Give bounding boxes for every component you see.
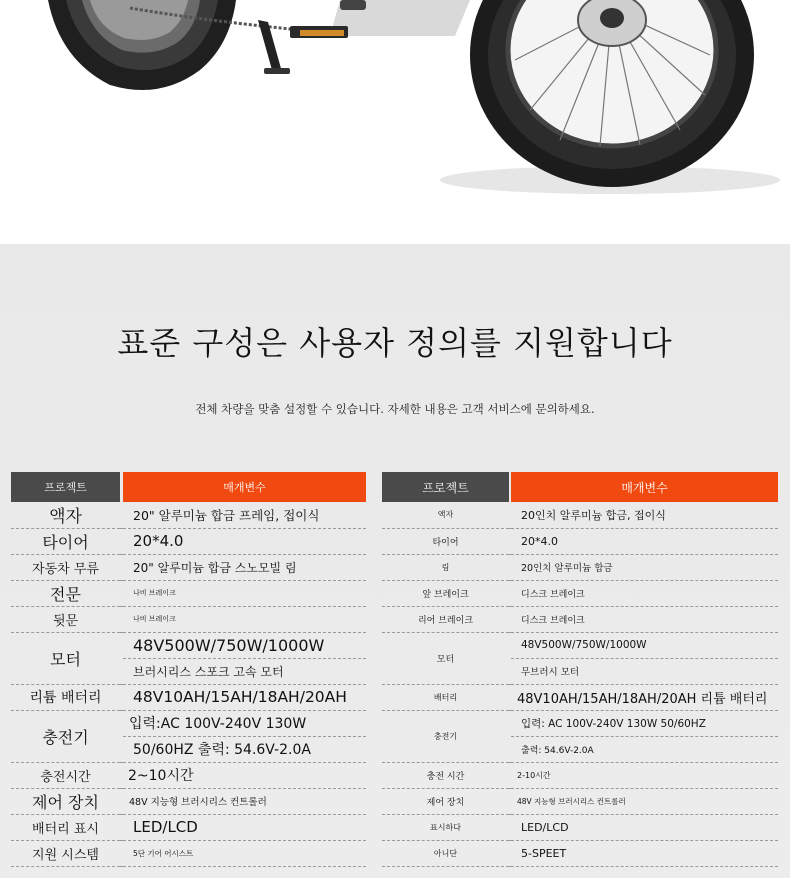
left-head-project: 프로젝트 <box>11 472 120 502</box>
left-value: 48V500W/750W/1000W <box>123 632 366 658</box>
right-value: 2-10시간 <box>511 762 778 788</box>
front-wheel <box>470 0 754 187</box>
right-value: 20*4.0 <box>511 528 778 554</box>
right-key: 앞 브레이크 <box>382 580 509 606</box>
right-head-project: 프로젝트 <box>382 472 509 502</box>
right-value-extra: 무브러시 모터 <box>511 658 778 684</box>
left-value: 5단 기어 어시스트 <box>123 840 366 866</box>
left-key: 지원 시스템 <box>11 840 120 866</box>
right-key: 리어 브레이크 <box>382 606 509 632</box>
left-value: 20" 알루미늄 합금 스노모빌 림 <box>123 554 366 580</box>
right-value: 20인치 알루미늄 합금 <box>511 554 778 580</box>
right-spec-table <box>382 472 778 867</box>
right-value: 5-SPEET <box>511 840 778 866</box>
left-value-extra: 브러시리스 스포크 고속 모터 <box>123 658 366 684</box>
right-value: 48V10AH/15AH/18AH/20AH 리튬 배터리 <box>511 684 778 710</box>
right-value: 입력: AC 100V-240V 130W 50/60HZ <box>511 710 778 736</box>
left-key: 자동차 무류 <box>11 554 120 580</box>
right-key: 충전 시간 <box>382 762 509 788</box>
left-value: 20*4.0 <box>123 528 366 554</box>
left-value: 20" 알루미늄 합금 프레임, 접이식 <box>123 502 366 528</box>
right-key: 타이어 <box>382 528 509 554</box>
left-key: 뒷문 <box>11 606 120 632</box>
bike-illustration <box>0 0 790 244</box>
right-key: 제어 장치 <box>382 788 509 814</box>
right-value: 20인치 알루미늄 합금, 접이식 <box>511 502 778 528</box>
right-key: 림 <box>382 554 509 580</box>
right-value: 48V500W/750W/1000W <box>511 632 778 658</box>
left-key: 배터리 표시 <box>11 814 120 840</box>
right-key: 배터리 <box>382 684 509 710</box>
left-key: 타이어 <box>11 528 120 554</box>
left-value-extra: 50/60HZ 출력: 54.6V-2.0A <box>123 736 366 762</box>
right-value: 48V 지능형 브러시리스 컨트롤러 <box>511 788 778 814</box>
left-value: 나비 브레이크 <box>123 580 366 606</box>
right-key: 모터 <box>382 632 509 684</box>
left-value: 입력:AC 100V-240V 130W <box>123 710 366 736</box>
right-key: 표시하다 <box>382 814 509 840</box>
page-subtitle: 전체 차량을 맞춤 설정할 수 있습니다. 자세한 내용은 고객 서비스에 문의하세요. <box>195 402 595 416</box>
page-title: 표준 구성은 사용자 정의를 지원합니다 <box>117 324 673 362</box>
left-value: 48V 지능형 브러시리스 컨트롤러 <box>123 788 366 814</box>
left-key: 전문 <box>11 580 120 606</box>
left-spec-table <box>11 472 366 867</box>
right-key: 액자 <box>382 502 509 528</box>
right-value: 디스크 브레이크 <box>511 580 778 606</box>
right-value: LED/LCD <box>511 814 778 840</box>
left-key: 충전기 <box>11 710 120 762</box>
left-key: 모터 <box>11 632 120 684</box>
left-value: 48V10AH/15AH/18AH/20AH <box>123 684 366 710</box>
left-key: 제어 장치 <box>11 788 120 814</box>
left-head-param: 매개변수 <box>123 472 366 502</box>
right-key: 아니단 <box>382 840 509 866</box>
rear-wheel <box>48 0 236 90</box>
left-key: 충전시간 <box>11 762 120 788</box>
left-value: 나비 브레이크 <box>123 606 366 632</box>
right-head-param: 매개변수 <box>511 472 778 502</box>
right-value-extra: 출력: 54.6V-2.0A <box>511 736 778 762</box>
right-key: 충전기 <box>382 710 509 762</box>
left-key: 액자 <box>11 502 120 528</box>
hero-bike-photo <box>0 0 790 244</box>
left-value: LED/LCD <box>123 814 366 840</box>
left-value: 2~10시간 <box>123 762 366 788</box>
right-value: 디스크 브레이크 <box>511 606 778 632</box>
left-key: 리튬 배터리 <box>11 684 120 710</box>
